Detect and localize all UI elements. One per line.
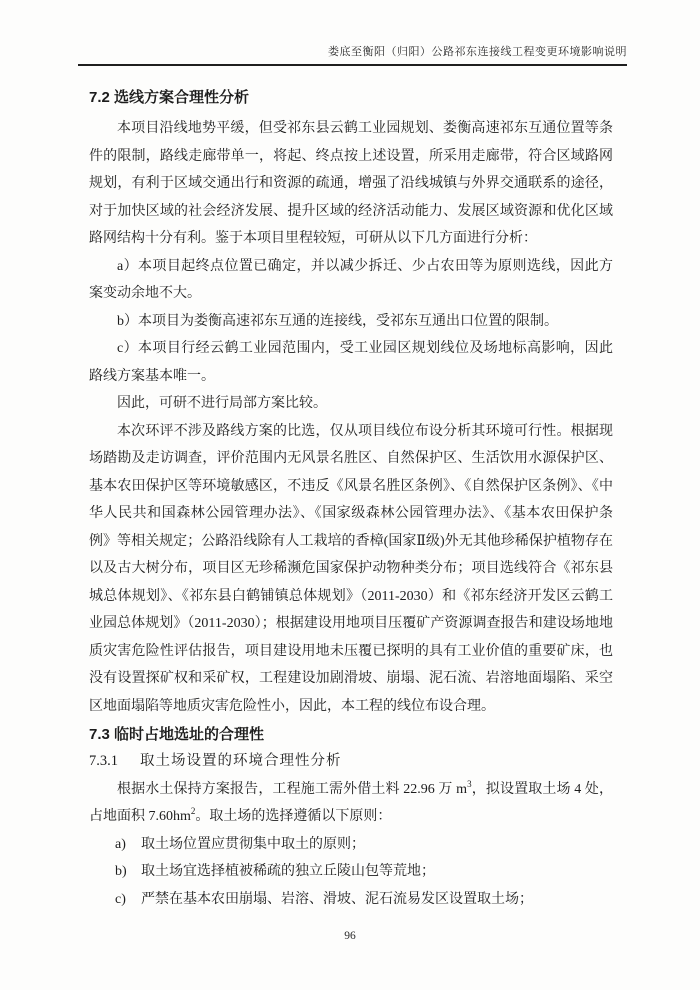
- intro-text-part1: 根据水土保持方案报告，工程施工需外借土料 22.96 万 m: [117, 781, 468, 797]
- hectare-superscript: 2: [190, 806, 196, 816]
- section-7-2-item-a: a）本项目起终点位置已确定，并以减少拆迁、少占农田等为原则选线，因此方案变动余地不大。: [89, 258, 613, 301]
- section-7-2-heading: 7.2 选线方案合理性分析: [89, 89, 250, 106]
- section-7-3-intro-paragraph: [89, 776, 613, 831]
- section-7-2-assessment-paragraph: 本次环评不涉及路线方案的比选，仅从项目线位布设分析其环境可行性。根据现场踏勘及走访调查，评价范围内无风景名胜区、自然保护区、生活饮用水源保护区、基本农田保护区等环境敏感区，不违反《风景名胜区条例》、《自然保护区条例》、《中华人民共和国森林公园管理办法》、《国家级森林公园管理办法》、《基本农田保护条例》等相关规定；公路沿线除有人工栽培的香樟(国家Ⅱ级)外无其他珍稀保护植物存在以及古大树分布，项目区无珍稀濒危国家保护动物种类分布；项目选线符合《祁东县城总体规划》、《祁东县白鹤铺镇总体规划》（2011-2030）和《祁东经济开发区云鹤工业园总体规划》（2011-2030）；根据建设用地项目压覆矿产资源调查报告和建设场地地质灾害危险性评估报告，项目建设用地未压覆已探明的具有工业价值的重要矿床，也没有设置探矿权和采矿权，工程建设加剧滑坡、崩塌、泥石流、岩溶地面塌陷、采空区地面塌陷等地质灾害危险性小，因此，本工程的线位布设合理。: [89, 423, 613, 714]
- principle-text-b: 取土场宜选择植被稀疏的独立丘陵山包等荒地；: [141, 864, 435, 879]
- intro-text-part3: 。取土场的选择遵循以下原则：: [195, 809, 392, 824]
- cubic-meter-superscript: 3: [467, 778, 472, 789]
- page-number: 96: [344, 930, 356, 942]
- section-7-2-conclusion-paragraph: 因此，可研不进行局部方案比较。: [117, 396, 327, 411]
- section-7-3-heading: 7.3 临时占地选址的合理性: [89, 726, 265, 743]
- principle-item-a: [115, 831, 613, 859]
- principle-text-a: 取土场位置应贯彻集中取土的原则；: [141, 836, 365, 852]
- page-footer: [0, 930, 700, 942]
- document-content: [89, 84, 613, 913]
- principle-item-b: [115, 858, 613, 886]
- section-7-2-item-c: c）本项目行经云鹤工业园范围内，受工业园区规划线位及场地标高影响，因此路线方案基本唯一。: [89, 341, 613, 384]
- header-running-title: 娄底至衡阳（归阳）公路祁东连接线工程变更环境影响说明: [328, 46, 627, 58]
- section-7-3-1-title: 取土场设置的环境合理性分析: [140, 753, 342, 769]
- section-7-3-1-heading: [89, 748, 613, 776]
- intro-text-part2: ，拟设置取土场 4 处，占地面积 7.60hm: [89, 781, 614, 824]
- section-7-2-intro-paragraph: 本项目沿线地势平缓，但受祁东县云鹤工业园规划、娄衡高速祁东互通位置等条件的限制，路线走廊带单一，将起、终点按上述设置，所采用走廊带，符合区域路网规划，有利于区域交通出行和资源的疏通，增强了沿线城镇与外界交通联系的途径，对于加快区域的社会经济发展、提升区域的经济活动能力、发展区域资源和优化区域路网结构十分有利。鉴于本项目里程较短，可研从以下几方面进行分析：: [89, 121, 613, 246]
- principle-marker-a: a): [115, 836, 126, 852]
- section-7-3-1-number: 7.3.1: [89, 753, 118, 769]
- section-7-2-item-b: b）本项目为娄衡高速祁东互通的连接线，受祁东互通出口位置的限制。: [117, 313, 558, 329]
- principle-item-c: [115, 886, 613, 914]
- page-header: [78, 43, 627, 66]
- principle-marker-b: b): [115, 864, 127, 879]
- principle-marker-c: c): [115, 891, 126, 907]
- principle-text-c: 严禁在基本农田崩塌、岩溶、滑坡、泥石流易发区设置取土场；: [141, 891, 533, 907]
